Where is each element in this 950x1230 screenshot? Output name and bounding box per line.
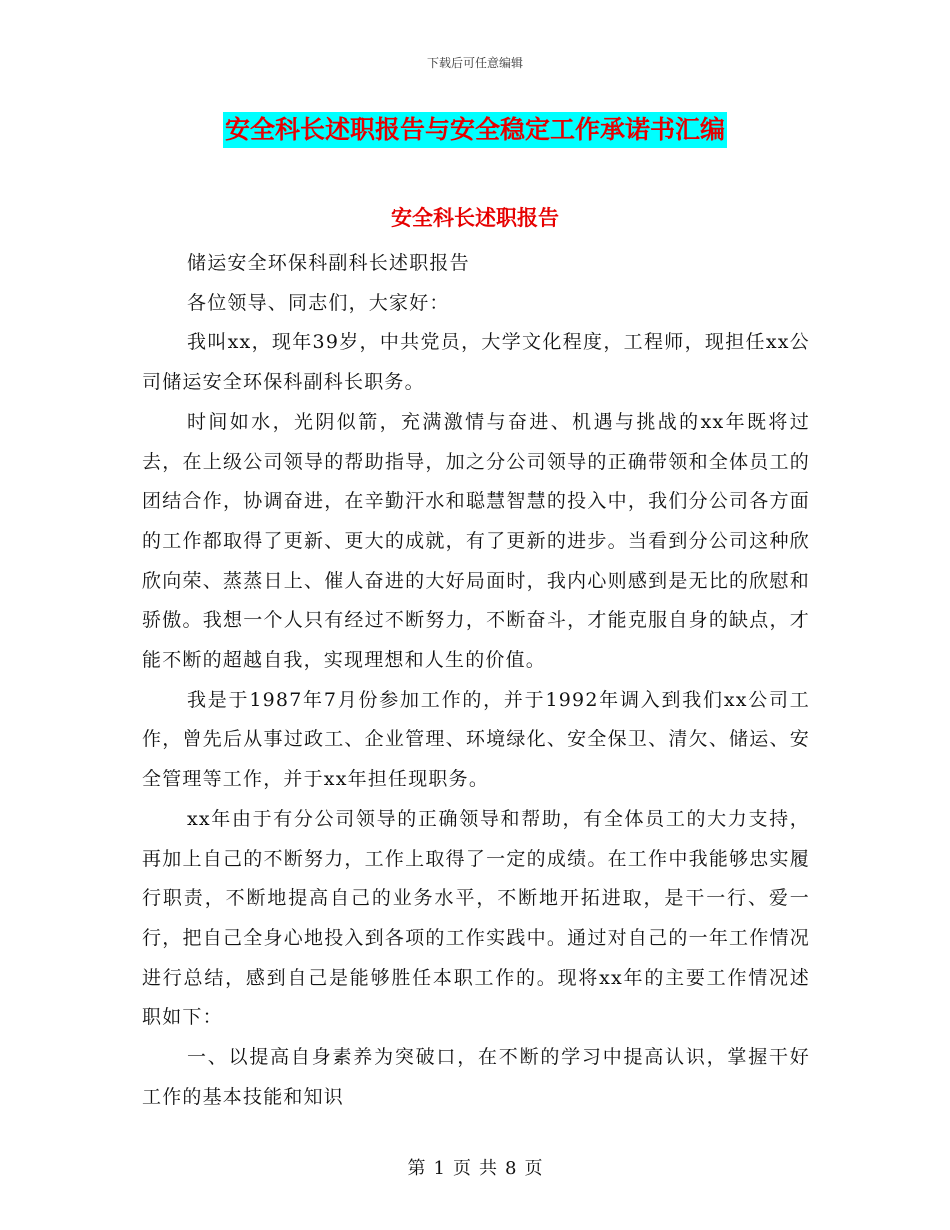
- footer-page-number: 1: [433, 1158, 445, 1179]
- paragraph: 储运安全环保科副科长述职报告: [187, 252, 470, 274]
- paragraph: 时间如水，光阴似箭，充满激情与奋进、机遇与挑战的xx年既将过去，在上级公司领导的帮助指导，加之分公司领导的正确带领和全体员工的团结合作，协调奋进，在辛勤汗水和聪慧智慧的投入中，我们分公司各方面的工作都取得了更新、更大的成就，有了更新的进步。当看到分公司这种欣欣向荣、蒸蒸日上、催人奋进的大好局面时，我内心则感到是无比的欣慰和骄傲。我想一个人只有经过不断努力，不断奋斗，才能克服自身的缺点，才能不断的超越自我，实现理想和人生的价值。: [142, 410, 810, 672]
- paragraph: 我是于1987年7月份参加工作的，并于1992年调入到我们xx公司工作，曾先后从事过政工、企业管理、环境绿化、安全保卫、清欠、储运、安全管理等工作，并于xx年担任现职务。: [142, 688, 810, 791]
- footer-total-prefix: 共: [479, 1158, 497, 1179]
- page-footer: [0, 1154, 950, 1180]
- section-title: 安全科长述职报告: [391, 206, 559, 230]
- document-title-text: 安全科长述职报告与安全稳定工作承诺书汇编: [223, 112, 727, 148]
- paragraph: xx年由于有分公司领导的正确领导和帮助，有全体员工的大力支持，再加上自己的不断努力，工作上取得了一定的成绩。在工作中我能够忠实履行职责，不断地提高自己的业务水平，不断地开拓进取，是干一行、爱一行，把自己全身心地投入到各项的工作实践中。通过对自己的一年工作情况进行总结，感到自己是能够胜任本职工作的。现将xx年的主要工作情况述职如下：: [142, 807, 810, 1029]
- document-body: [142, 244, 810, 1117]
- header-note: 下载后可任意编辑: [426, 56, 523, 70]
- paragraph: 一、以提高自身素养为突破口，在不断的学习中提高认识，掌握干好工作的基本技能和知识: [142, 1046, 810, 1108]
- footer-total-pages: 8: [505, 1158, 517, 1179]
- paragraph: 各位领导、同志们，大家好：: [187, 291, 450, 314]
- document-title: [0, 112, 950, 148]
- footer-total-suffix: 页: [524, 1158, 543, 1179]
- footer-page-mid: 页: [453, 1158, 471, 1179]
- paragraph: 我叫xx，现年39岁，中共党员，大学文化程度，工程师，现担任xx公司储运安全环保科副科长职务。: [142, 331, 810, 394]
- footer-page-prefix: 第: [407, 1158, 426, 1179]
